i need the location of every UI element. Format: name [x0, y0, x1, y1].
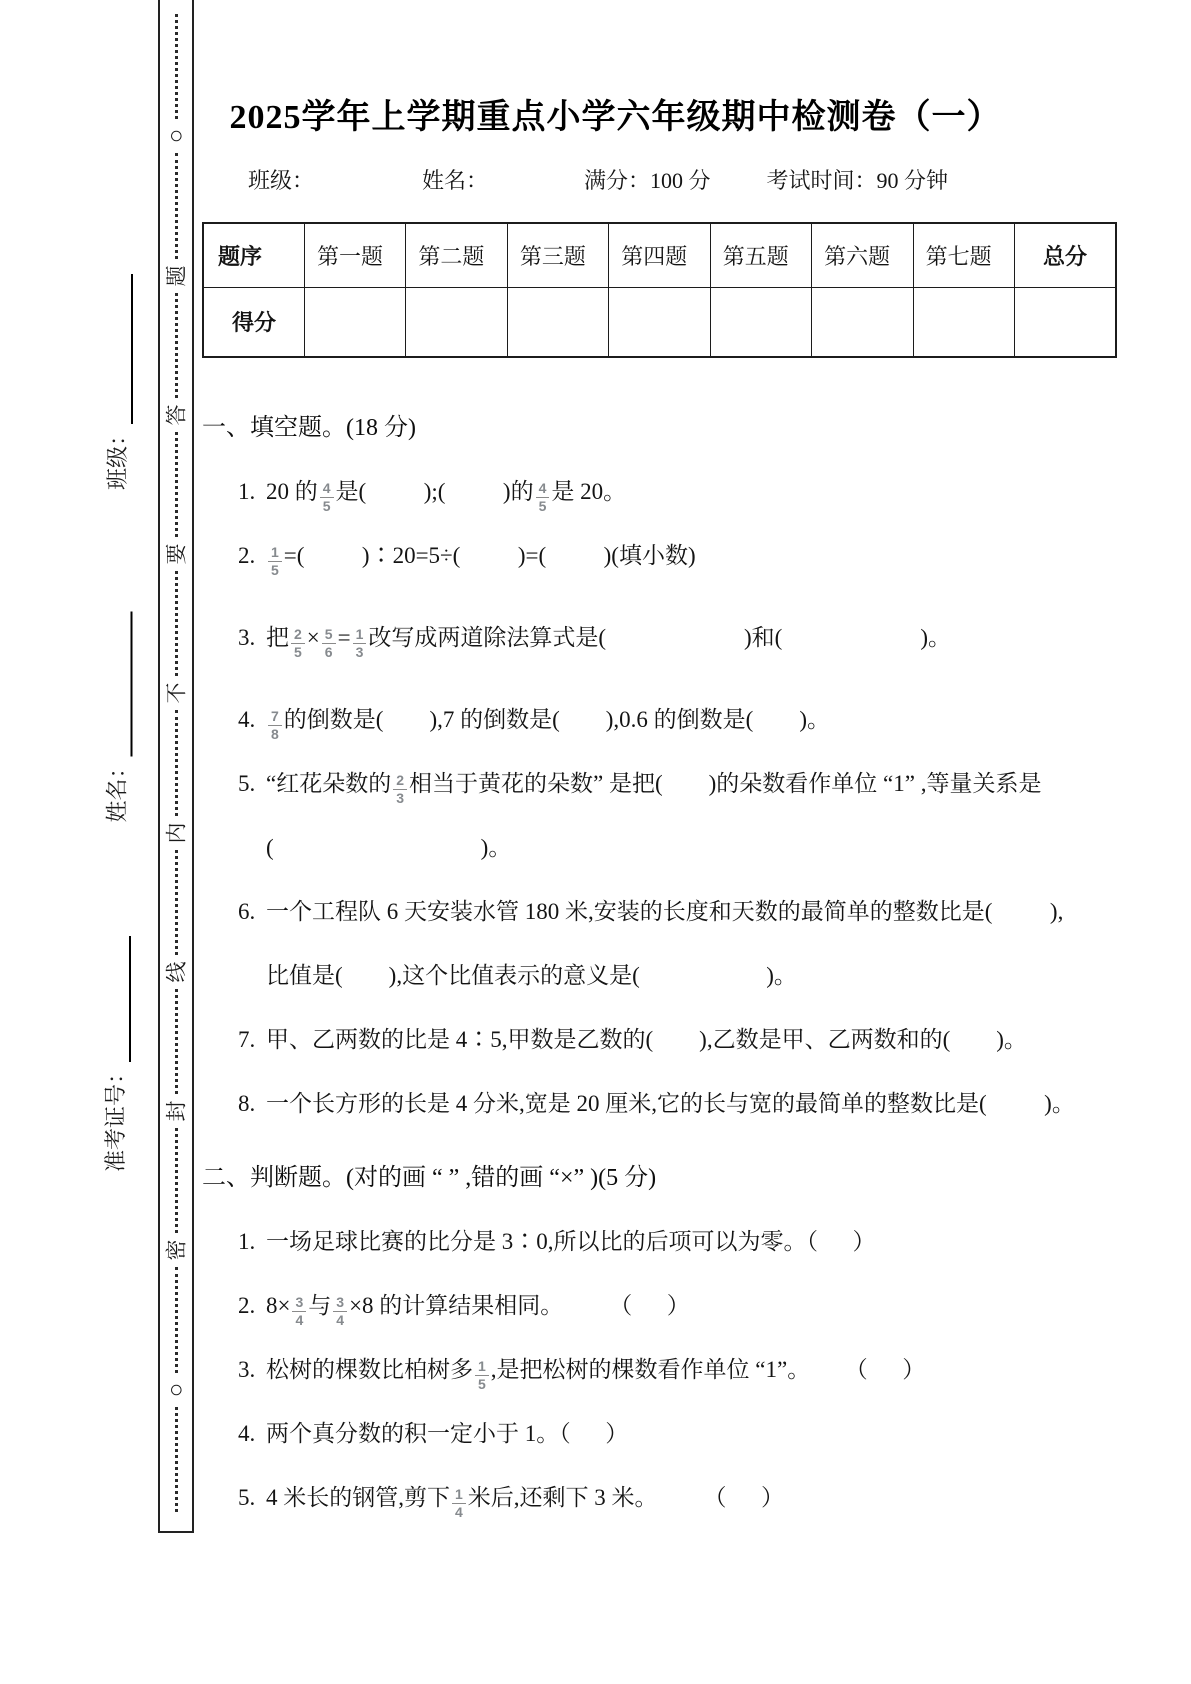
dotted-line-segment [175, 153, 178, 258]
main-content [202, 0, 1117, 1530]
question-number: 4. [238, 707, 256, 732]
fraction-denominator: 4 [452, 1503, 466, 1520]
question-text: 两个真分数的积一定小于 1。（ ） [266, 1421, 629, 1446]
name-label-rotated [103, 578, 133, 823]
question [202, 524, 1117, 588]
fraction-numerator: 5 [324, 626, 333, 642]
fraction [268, 545, 282, 578]
question [202, 880, 1117, 1008]
seal-char: 密 [164, 1239, 188, 1261]
question-text: 把 $\frac{2}{5}$ × $\frac{5}{6}$ = $\frac{1}{3}$ 改写成两道除法算式是( )和( )。 [266, 625, 951, 660]
dotted-line-segment [175, 850, 178, 955]
question-column-header: 第七题 [913, 223, 1014, 287]
question [202, 1274, 1117, 1338]
fraction-numerator: 2 [294, 626, 302, 642]
admission-number-blank-line [109, 936, 131, 1062]
dotted-line-segment [175, 1128, 178, 1233]
fraction [268, 709, 282, 742]
question [202, 1466, 1117, 1530]
fraction [353, 627, 367, 660]
question-number: 6. [238, 899, 256, 924]
score-row [203, 287, 1116, 357]
class-label-text: 班级： [105, 423, 130, 490]
fraction-denominator: 5 [536, 497, 550, 514]
section-heading: 二、判断题。(对的画 “ ” ,错的画 “×” )(5 分) [202, 1165, 657, 1191]
question-column-header: 第三题 [507, 223, 608, 287]
fraction-numerator: 1 [271, 544, 279, 560]
fraction-numerator: 1 [455, 1486, 463, 1502]
class-field: 班级： [248, 168, 315, 193]
question-order-header: 题序 [203, 223, 304, 287]
seal-line-strip [158, 0, 194, 1533]
page-title: 2025学年上学期重点小学六年级期中检测卷（一） [229, 99, 1002, 136]
score-row-label: 得分 [203, 287, 304, 357]
question-text: 8× $\frac{3}{4}$ 与 $\frac{3}{4}$ ×8 的计算结果相同。 （ ） [266, 1293, 690, 1328]
fraction [393, 773, 407, 806]
question-text: $\frac{7}{8}$ 的倒数是( ),7 的倒数是( ),0.6 的倒数是( )。 [266, 707, 830, 732]
fraction-numerator: 4 [322, 480, 331, 496]
admission-number-label-rotated [101, 908, 131, 1172]
fraction-numerator: 3 [336, 1294, 345, 1310]
fraction [292, 1295, 306, 1328]
fraction-numerator: 3 [295, 1294, 304, 1310]
question-text: 一场足球比赛的比分是 3∶0,所以比的后项可以为零。（ ） [266, 1229, 876, 1254]
score-cell [812, 287, 913, 357]
question-column-header: 第一题 [304, 223, 405, 287]
question-number: 7. [238, 1027, 256, 1052]
score-table [202, 222, 1117, 358]
fraction [322, 627, 336, 660]
question-number: 1. [238, 479, 256, 504]
question [202, 1008, 1117, 1072]
seal-char: 要 [164, 543, 188, 565]
question-text: 一个工程队 6 天安装水管 180 米,安装的长度和天数的最简单的整数比是( ), 比值是( ),这个比值表示的意义是( )。 [266, 899, 1064, 988]
fraction-denominator: 3 [393, 789, 407, 806]
question-column-header: 第五题 [710, 223, 811, 287]
fraction [320, 481, 334, 514]
fraction [452, 1487, 466, 1520]
score-table-header-row [203, 223, 1116, 287]
name-label-text: 姓名： [104, 756, 130, 823]
fraction-denominator: 5 [320, 497, 334, 514]
question [202, 688, 1117, 752]
fraction-denominator: 3 [353, 643, 367, 660]
fraction-denominator: 8 [268, 725, 282, 742]
class-label-rotated [103, 250, 133, 490]
question-number: 2. [238, 543, 256, 568]
fraction-denominator: 5 [268, 561, 282, 578]
seal-char: 题 [164, 265, 188, 287]
question-text: 一个长方形的长是 4 分米,宽是 20 厘米,它的长与宽的最简单的整数比是( )。 [266, 1091, 1075, 1116]
question [202, 1338, 1117, 1402]
question-text: $\frac{1}{5}$ =( )∶20=5÷( )=( )(填小数) [266, 543, 696, 568]
question-column-header: 第六题 [812, 223, 913, 287]
seal-char: 答 [164, 404, 188, 426]
dotted-line-segment [175, 989, 178, 1094]
question-text: 松树的棵数比柏树多 $\frac{1}{5}$ ,是把松树的棵数看作单位 “1”。 （ ） [266, 1357, 926, 1392]
class-blank-line [111, 274, 133, 424]
seal-char: 内 [164, 822, 188, 844]
dotted-line-segment [175, 571, 178, 676]
score-cell [609, 287, 710, 357]
fraction-denominator: 5 [291, 643, 305, 660]
dotted-line-segment [175, 1267, 178, 1372]
score-cell [1015, 287, 1117, 357]
section [202, 1146, 1117, 1530]
seal-char: 封 [164, 1100, 188, 1122]
question-number: 1. [238, 1229, 256, 1254]
exam-info-row [202, 166, 1117, 196]
fraction [291, 627, 305, 660]
fraction [475, 1359, 489, 1392]
question-text: “红花朵数的 $\frac{2}{3}$ 相当于黄花的朵数” 是把( )的朵数看作单位 “1” ,等量关系是 ( )。 [266, 771, 1042, 860]
question-column-header: 第二题 [406, 223, 507, 287]
question [202, 460, 1117, 524]
dotted-line-segment [175, 710, 178, 815]
score-cell [406, 287, 507, 357]
fraction-numerator: 7 [271, 708, 279, 724]
question-text: 甲、乙两数的比是 4∶5,甲数是乙数的( ),乙数是甲、乙两数和的( )。 [266, 1027, 1027, 1052]
question-text: 20 的 $\frac{4}{5}$ 是( );( )的 $\frac{4}{5}$ 是 20。 [266, 479, 627, 514]
question-number: 4. [238, 1421, 256, 1446]
admission-number-label-text: 准考证号： [103, 1061, 128, 1172]
question [202, 752, 1117, 880]
name-field: 姓名： [422, 168, 489, 193]
dotted-line-segment [175, 1407, 178, 1512]
question [202, 606, 1117, 670]
fraction-denominator: 4 [292, 1311, 306, 1328]
fraction-numerator: 4 [538, 480, 547, 496]
dotted-line-segment [175, 14, 178, 119]
score-cell [304, 287, 405, 357]
dotted-line-segment [175, 432, 178, 537]
section-heading: 一、填空题。(18 分) [202, 415, 416, 441]
question-column-header: 第四题 [609, 223, 710, 287]
full-score-label: 满分：100 分 [584, 168, 711, 193]
question-number: 5. [238, 1485, 256, 1510]
fraction-denominator: 5 [475, 1375, 489, 1392]
question-number: 8. [238, 1091, 256, 1116]
seal-char: 线 [164, 961, 188, 983]
question-text: 4 米长的钢管,剪下 $\frac{1}{4}$ 米后,还剩下 3 米。 （ ） [266, 1485, 785, 1520]
section [202, 396, 1117, 1136]
question-number: 3. [238, 1357, 256, 1382]
question [202, 1072, 1117, 1136]
fraction-denominator: 4 [333, 1311, 347, 1328]
question [202, 1210, 1117, 1274]
fraction [536, 481, 550, 514]
fraction [333, 1295, 347, 1328]
seal-char: 不 [164, 682, 188, 704]
score-cell [507, 287, 608, 357]
questions-area [202, 396, 1117, 1530]
fraction-numerator: 1 [355, 626, 364, 642]
name-blank-line [111, 611, 133, 756]
question [202, 1402, 1117, 1466]
question-number: 3. [238, 625, 256, 650]
circle-mark: ○ [163, 1382, 189, 1397]
fraction-denominator: 6 [322, 643, 336, 660]
circle-mark: ○ [163, 129, 189, 144]
question-number: 2. [238, 1293, 256, 1318]
exam-duration-label: 考试时间：90 分钟 [766, 168, 949, 193]
fraction-numerator: 1 [478, 1358, 486, 1374]
total-score-header: 总分 [1015, 223, 1117, 287]
score-cell [710, 287, 811, 357]
score-cell [913, 287, 1014, 357]
dotted-line-segment [175, 293, 178, 398]
fraction-numerator: 2 [396, 772, 405, 788]
question-number: 5. [238, 771, 256, 796]
